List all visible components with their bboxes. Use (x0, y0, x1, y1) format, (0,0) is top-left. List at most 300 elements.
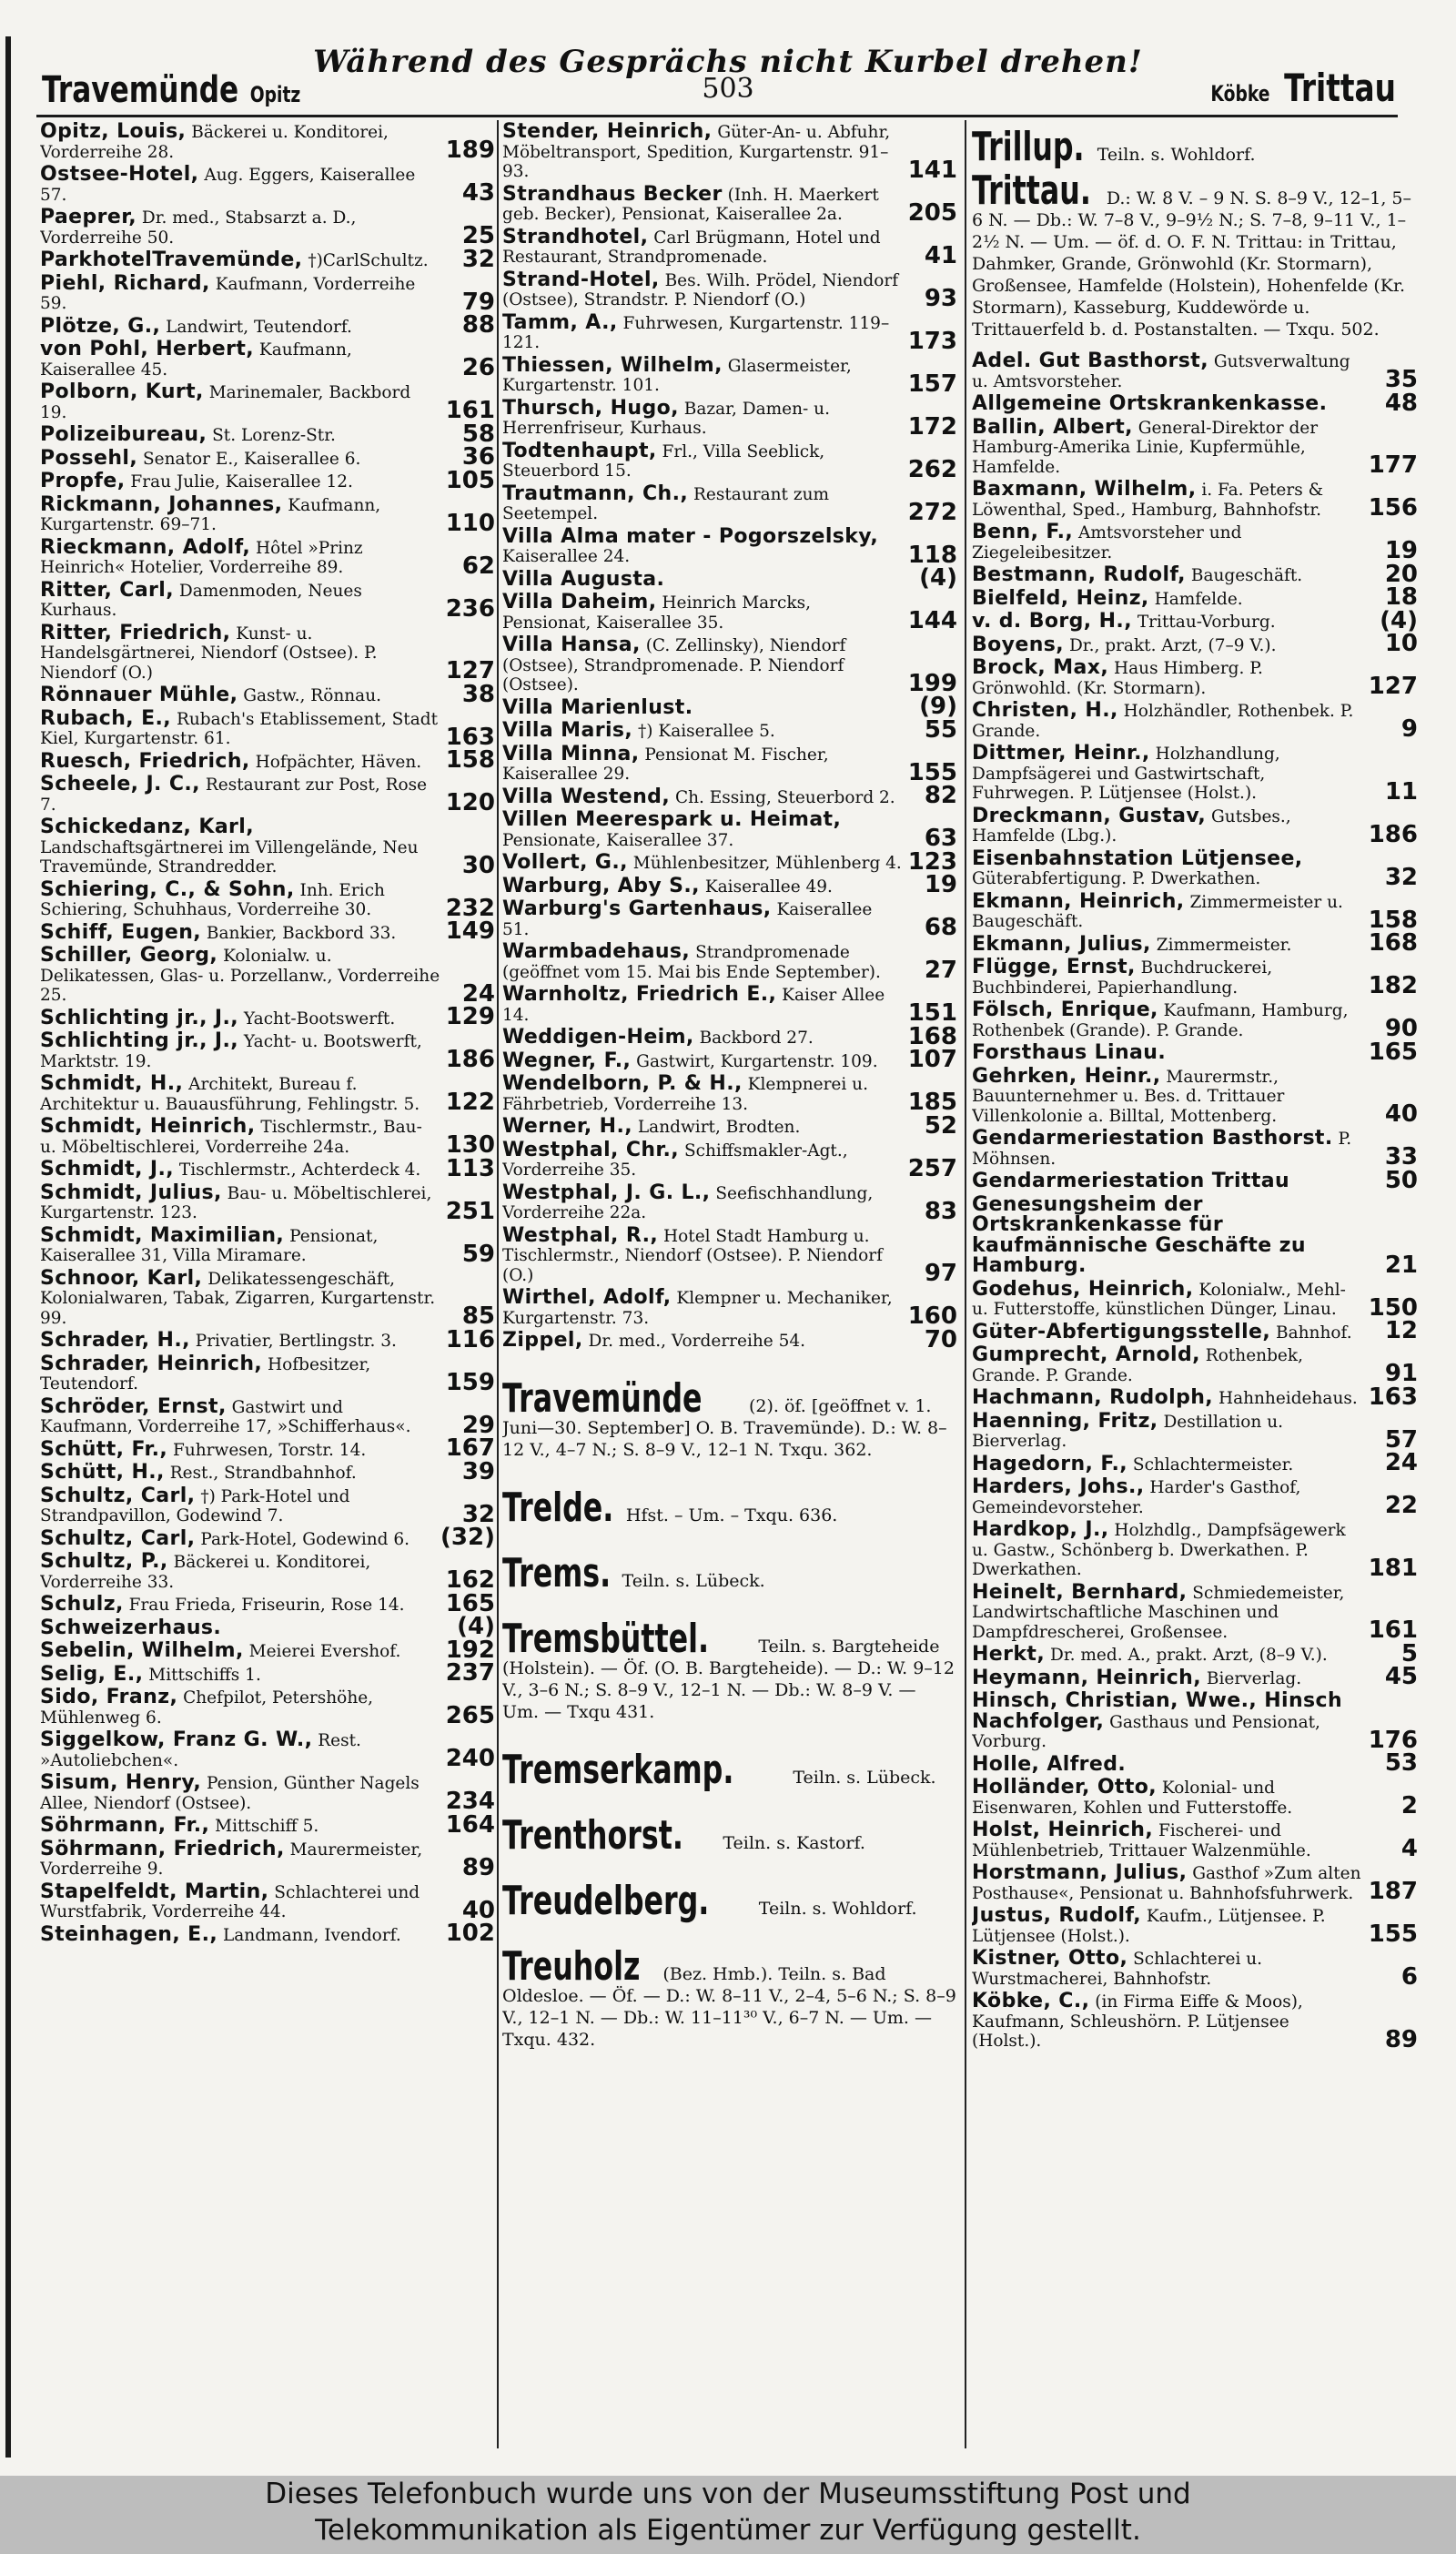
subscriber-name: Haenning, Fritz, (972, 1409, 1158, 1433)
phone-number: 6 (1400, 1963, 1418, 1991)
subscriber-details: †) Kaiserallee 5. (638, 722, 775, 741)
subscriber-details: Baugeschäft. (1190, 566, 1303, 585)
subscriber-details: Seefischhandlung, Vorderreihe 22a. (502, 1183, 874, 1222)
directory-entry (40, 1687, 495, 1728)
subscriber-name: Heymann, Heinrich, (972, 1666, 1201, 1689)
directory-entry (40, 1354, 495, 1394)
directory-entry (502, 1288, 957, 1328)
directory-entry (972, 889, 1418, 934)
subscriber-details: Privatier, Bertlingstr. 3. (195, 1332, 397, 1351)
page-motto: Während des Gesprächs nicht Kurbel drehen! (313, 44, 1143, 80)
phone-number: 27 (924, 957, 957, 984)
page-number: 503 (702, 73, 754, 105)
subscriber-name: Holst, Heinrich, (972, 1819, 1154, 1841)
subscriber-name: Schiering, C., & Sohn, (40, 877, 295, 901)
directory-entry (40, 1266, 495, 1330)
directory-entry (40, 1636, 495, 1664)
place-heading (502, 1615, 957, 1723)
binding-edge (5, 36, 11, 2458)
directory-entry (502, 1325, 957, 1353)
phone-number: 177 (1368, 451, 1418, 479)
subscriber-name: Plötze, G., (40, 314, 161, 338)
phone-number: 236 (445, 594, 495, 623)
place-heading (972, 124, 1418, 170)
subscriber-name: Holle, Alfred. (972, 1752, 1127, 1776)
directory-entry (40, 271, 495, 316)
subscriber-name: Justus, Rudolf, (972, 1904, 1141, 1927)
subscriber-details: Glasermeister, Kurgartenstr. 101. (502, 356, 852, 395)
subscriber-name: Villen Meerespark u. Heimat, (502, 808, 842, 831)
subscriber-details: Kaiserallee 51. (502, 900, 873, 939)
subscriber-name: Ekmann, Julius, (972, 932, 1151, 956)
directory-entry (972, 630, 1418, 657)
phone-number: 33 (1384, 1143, 1418, 1171)
subscriber-name: Vollert, G., (502, 851, 628, 874)
phone-number: 21 (1384, 1251, 1418, 1279)
subscriber-name: Schütt, Fr., (40, 1437, 168, 1461)
subscriber-name: Hinsch, Christian, Wwe., Hinsch Nachfolger, (972, 1689, 1343, 1733)
directory-entry (40, 1183, 495, 1223)
subscriber-details: Hofpächter, Häven. (255, 752, 422, 772)
directory-entry (972, 1639, 1418, 1667)
subscriber-details: Kaufmann, Vorderreihe 59. (40, 274, 416, 313)
subscriber-details: †)CarlSchultz. (308, 251, 429, 270)
directory-entry (40, 1839, 495, 1880)
phone-number: 118 (907, 541, 957, 569)
subscriber-details: Bahnhof. (1276, 1323, 1352, 1343)
place-name: Tremsbüttel. (502, 1615, 710, 1662)
subscriber-name: Horstmann, Julius, (972, 1861, 1188, 1884)
phone-number: 63 (924, 825, 957, 852)
phone-number: 251 (445, 1197, 495, 1225)
column-2 (502, 122, 957, 2452)
subscriber-name: Strand-Hotel, (502, 268, 660, 291)
subscriber-details: Fuhrwesen, Kurgartenstr. 119–121. (502, 313, 890, 352)
directory-entry (40, 946, 495, 1006)
phone-number: 26 (461, 354, 495, 381)
subscriber-details: (C. Zellinsky), Niendorf (Ostsee), Strandpromenade. P. Niendorf (Ostsee). (502, 636, 846, 694)
directory-entry (40, 443, 495, 471)
phone-number: 172 (907, 412, 957, 441)
directory-entry (972, 1409, 1418, 1454)
directory-entry (972, 806, 1418, 846)
subscriber-name: Ballin, Albert, (972, 415, 1133, 439)
subscriber-name: Warburg, Aby S., (502, 874, 700, 897)
subscriber-name: Güter-Abfertigungsstelle, (972, 1320, 1271, 1343)
subscriber-details: Strandpromenade (geöffnet vom 15. Mai bis Ende September). (502, 943, 881, 982)
phone-number: 120 (445, 789, 495, 816)
subscriber-details: Frau Frieda, Friseurin, Rose 14. (128, 1596, 405, 1615)
directory-entry (40, 1486, 495, 1526)
phone-number: 151 (907, 999, 957, 1027)
subscriber-name: Villa Maris, (502, 719, 633, 742)
directory-entry (972, 1383, 1418, 1411)
directory-entry (40, 1613, 495, 1640)
phone-number: 237 (445, 1659, 495, 1687)
phone-number: 32 (1384, 863, 1418, 891)
directory-entry (972, 583, 1418, 611)
phone-number: 48 (1384, 389, 1418, 417)
phone-number: 24 (1384, 1449, 1418, 1476)
phone-number: 113 (445, 1154, 495, 1182)
subscriber-name: Gumprecht, Arnold, (972, 1343, 1200, 1366)
phone-number: 127 (445, 657, 495, 684)
phone-number: (9) (919, 693, 957, 720)
subscriber-name: Holländer, Otto, (972, 1776, 1158, 1799)
subscriber-details: Hotel Stadt Hamburg u. Tischlermstr., Niendorf (Ostsee). P. Niendorf (O.) (502, 1226, 883, 1285)
subscriber-details: Architekt, Bureau f. Architektur u. Bauausführung, Fehlingstr. 5. (40, 1075, 420, 1114)
subscriber-details: St. Lorenz-Str. (212, 426, 336, 445)
subscriber-name: Schütt, H., (40, 1461, 165, 1484)
directory-entry (502, 310, 957, 355)
directory-entry (972, 1317, 1418, 1344)
subscriber-name: Eisenbahnstation Lütjensee, (972, 846, 1303, 870)
subscriber-name: Villa Hansa, (502, 633, 641, 656)
directory-entry (972, 929, 1418, 957)
phone-number: 129 (445, 1003, 495, 1030)
phone-number: 163 (445, 723, 495, 751)
subscriber-details: Hahnheidehaus. (1218, 1389, 1358, 1408)
place-name: Tremserkamp. (502, 1746, 734, 1793)
phone-number: 157 (907, 370, 957, 398)
subscriber-name: Villa Westend, (502, 785, 671, 808)
directory-entry (502, 985, 957, 1025)
phone-number: 55 (924, 715, 957, 744)
subscriber-details: Bäckerei u. Konditorei, Vorderreihe 28. (40, 123, 389, 162)
subscriber-name: Gehrken, Heinr., (972, 1064, 1161, 1088)
directory-entry (972, 1277, 1418, 1322)
phone-number: 29 (461, 1411, 495, 1439)
subscriber-name: Hagedorn, F., (972, 1452, 1128, 1475)
column-1 (40, 122, 495, 2452)
subscriber-details: Dr. med., Vorderreihe 54. (588, 1332, 806, 1351)
phone-number: 159 (445, 1368, 495, 1396)
subscriber-name: Köbke, C., (972, 1990, 1090, 2012)
subscriber-name: Sebelin, Wilhelm, (40, 1639, 244, 1662)
phone-number: 158 (1368, 906, 1418, 934)
subscriber-details: Hofbesitzer, Teutendorf. (40, 1354, 371, 1394)
subscriber-name: Thiessen, Wilhelm, (502, 353, 723, 377)
subscriber-name: Westphal, Chr., (502, 1138, 680, 1161)
directory-entry (40, 420, 495, 448)
phone-number: 11 (1384, 777, 1418, 806)
phone-number: 116 (445, 1325, 495, 1353)
directory-entry (972, 1192, 1418, 1279)
subscriber-name: Bielfeld, Heinz, (972, 586, 1149, 610)
subscriber-name: Stender, Heinrich, (502, 122, 713, 143)
subscriber-name: Todtenhaupt, (502, 439, 657, 462)
subscriber-name: Warnholtz, Friedrich E., (502, 983, 777, 1006)
phone-number: 9 (1400, 715, 1418, 743)
subscriber-details: Pensionat, Kaiserallee 31, Villa Miramare. (40, 1226, 379, 1265)
subscriber-details: Aug. Eggers, Kaiserallee 57. (40, 166, 416, 205)
directory-entry (40, 122, 495, 162)
subscriber-details: †) Park-Hotel und Strandpavillon, Godewind 7. (40, 1486, 350, 1525)
subscriber-details: Tischlermstr., Bau- u. Möbeltischlerei, Vorderreihe 24a. (40, 1118, 422, 1157)
directory-entry (502, 1074, 957, 1114)
phone-number: 45 (1384, 1663, 1418, 1690)
phone-number: 168 (1368, 929, 1418, 957)
directory-entry (972, 389, 1418, 417)
subscriber-details: Fuhrwesen, Torstr. 14. (173, 1440, 367, 1460)
directory-entry (972, 846, 1418, 891)
directory-entry (40, 1074, 495, 1114)
directory-entry (502, 693, 957, 720)
phone-number: 167 (445, 1434, 495, 1462)
phone-number: 90 (1384, 1015, 1418, 1042)
subscriber-details: Kolonialw. u. Delikatessen, Glas- u. Porzellanw., Vorderreihe 25. (40, 947, 440, 1005)
place-details: (Bez. Hmb.). Teiln. s. Bad Oldesloe. — Öf. — D.: W. 8–11 V., 2–4, 5–6 N.; S. 8–9 V., 12–1 N. — Db.: W. 11–11³⁰ V., 6–7 N. — Um. — Txqu. 432. (502, 1963, 956, 2050)
directory-entry (40, 466, 495, 494)
directory-entry (40, 165, 495, 205)
phone-number: 97 (924, 1260, 957, 1287)
directory-entry (502, 396, 957, 441)
subscriber-name: Schultz, P., (40, 1550, 168, 1573)
directory-entry (40, 1223, 495, 1268)
subscriber-name: Schultz, Carl, (40, 1526, 196, 1550)
subscriber-details: (in Firma Eiffe & Moos), Kaufmann, Schleushörn. P. Lütjensee (Holst.). (972, 1992, 1303, 2051)
subscriber-name: Opitz, Louis, (40, 122, 187, 143)
phone-number: 155 (907, 758, 957, 786)
subscriber-name: Schiff, Eugen, (40, 920, 202, 944)
subscriber-details: Heinrich Marcks, Pensionat, Kaiserallee 35. (502, 593, 811, 633)
directory-entry (972, 1580, 1418, 1644)
phone-number: 155 (1368, 1921, 1418, 1948)
subscriber-details: Kaiserallee 24. (502, 547, 631, 566)
phone-number: 10 (1384, 630, 1418, 657)
place-heading (502, 1811, 957, 1859)
subscriber-name: Trautmann, Ch., (502, 481, 689, 505)
directory-entry (972, 1520, 1418, 1580)
subscriber-name: Wendelborn, P. & H., (502, 1072, 743, 1095)
place-heading (502, 1746, 957, 1793)
phone-number: 161 (445, 397, 495, 424)
subscriber-details: Restaurant zum Seetempel. (502, 484, 830, 523)
directory-entry (40, 311, 495, 339)
subscriber-name: Dittmer, Heinr., (972, 742, 1150, 765)
phone-number: 22 (1384, 1492, 1418, 1519)
subscriber-name: von Pohl, Herbert, (40, 338, 255, 360)
subscriber-details: Mittschiff 5. (215, 1817, 319, 1836)
directory-entry (972, 1749, 1418, 1777)
subscriber-details: Zimmermeister u. Baugeschäft. (972, 892, 1343, 931)
directory-entry (502, 1022, 957, 1050)
subscriber-name: Benn, F., (972, 521, 1074, 543)
subscriber-details: Kaiserallee 49. (704, 877, 833, 897)
subscriber-details: Pension, Günther Nagels Allee, Niendorf (Ostsee). (40, 1774, 420, 1813)
subscriber-name: Herkt, (972, 1643, 1046, 1666)
subscriber-name: Wirthel, Adolf, (502, 1286, 672, 1309)
phone-number: 130 (445, 1131, 495, 1159)
subscriber-name: Gendarmeriestation Basthorst. (972, 1127, 1333, 1150)
subscriber-name: Christen, H., (972, 699, 1118, 722)
subscriber-name: Hardkop, J., (972, 1518, 1109, 1541)
directory-entry (40, 746, 495, 774)
directory-entry (502, 782, 957, 809)
subscriber-details: Landwirt, Brodten. (637, 1118, 801, 1137)
phone-number: 35 (1384, 366, 1418, 393)
subscriber-details: Güter-An- u. Abfuhr, Möbeltransport, Spedition, Kurgartenstr. 91–93. (502, 123, 891, 181)
subscriber-details: Gasthof »Zum alten Posthause«, Pensionat u. Bahnhofsfuhrwerk. (972, 1864, 1361, 1903)
subscriber-details: Rothenbek, Grande. P. Grande. (972, 1346, 1303, 1385)
subscriber-details: Landwirt, Teutendorf. (166, 317, 352, 337)
phone-number: 105 (445, 466, 495, 494)
directory-entry (40, 1524, 495, 1551)
subscriber-name: Genesungsheim der Ortskrankenkasse für kaufmännische Geschäfte zu Hamburg. (972, 1192, 1306, 1277)
directory-entry (40, 775, 495, 815)
directory-entry (502, 810, 957, 850)
subscriber-details: Marinemaler, Backbord 19. (40, 383, 411, 422)
directory-entry (40, 208, 495, 248)
directory-entry (972, 701, 1418, 741)
subscriber-details: Bes. Wilh. Prödel, Niendorf (Ostsee), Strandstr. P. Niendorf (O.) (502, 270, 899, 309)
phone-number: 40 (1384, 1100, 1418, 1128)
phone-number: 141 (907, 156, 957, 184)
subscriber-name: Fölsch, Enrique, (972, 998, 1158, 1021)
subscriber-details: Mittschiffs 1. (148, 1665, 261, 1685)
place-name: Treuholz (502, 1942, 641, 1990)
directory-entry (40, 578, 495, 623)
subscriber-details: P. Möhnsen. (972, 1130, 1352, 1169)
subscriber-details: Güterabfertigung. P. Dwerkathen. (972, 869, 1261, 888)
phone-number: 164 (445, 1810, 495, 1839)
directory-entry (972, 560, 1418, 588)
phone-number: 91 (1384, 1360, 1418, 1387)
subscriber-name: Polizeibureau, (40, 423, 207, 446)
subscriber-name: Westphal, R., (502, 1223, 659, 1247)
subscriber-details: Frl., Villa Seeblick, Steuerbord 15. (502, 441, 825, 481)
phone-number: 265 (445, 1702, 495, 1729)
subscriber-details: Carl Brügmann, Hotel und Restaurant, Strandpromenade. (502, 228, 881, 267)
subscriber-details: Backbord 27. (699, 1029, 814, 1048)
phone-number: 165 (445, 1589, 495, 1617)
directory-entry (502, 742, 957, 786)
phone-number: 40 (461, 1896, 495, 1924)
directory-entry (972, 1064, 1418, 1128)
directory-entry (972, 606, 1418, 634)
subscriber-name: Ekmann, Heinrich, (972, 889, 1185, 913)
directory-entry (502, 1140, 957, 1181)
place-details: D.: W. 8 V. – 9 N. S. 8–9 V., 12–1, 5–6 N. — Db.: W. 7–8 V., 9–9½ N.; S. 7–8, 9–11 V., 1–2½ N. — Um. — öf. d. O. F. N. Trittau: in Trittau, Dahmker, Grande, Grönwohld (Kr. Stormarn), Großensee, Hamfelde (Holstein), Hohenfelde (Kr. Stormarn), Kasseburg, Kuddewörde u. Trittauerfeld b. d. Postanstalten. — Txqu. 502. (972, 188, 1411, 340)
directory-entry (502, 847, 957, 876)
place-heading (502, 1484, 957, 1531)
subscriber-details: Holzhdlg., Dampfsägewerk u. Gastw., Schönberg b. Dwerkathen. P. Dwerkathen. (972, 1521, 1346, 1579)
subscriber-details: Delikatessengeschäft, Kolonialwaren, Tabak, Zigarren, Kurgartenstr. 99. (40, 1269, 436, 1328)
phone-number: 168 (907, 1022, 957, 1050)
subscriber-name: Schlichting jr., J., (40, 1029, 238, 1052)
phone-number: 127 (1368, 673, 1418, 700)
directory-entry (972, 1449, 1418, 1476)
directory-entry (972, 1129, 1418, 1169)
subscriber-name: Dreckmann, Gustav, (972, 804, 1207, 827)
directory-entry (972, 1166, 1418, 1194)
directory-entry (40, 680, 495, 708)
directory-entry (972, 1477, 1418, 1517)
place-name: Trelde. (502, 1484, 614, 1531)
directory-entry (502, 635, 957, 695)
subscriber-name: Westphal, J. G. L., (502, 1181, 711, 1204)
subscriber-name: Ostsee-Hotel, (40, 163, 199, 186)
subscriber-name: Villa Augusta. (502, 567, 665, 591)
subscriber-name: Ruesch, Friedrich, (40, 749, 250, 773)
subscriber-details: Harder's Gasthof, Gemeindevorsteher. (972, 1478, 1301, 1517)
subscriber-details: Rubach's Etablissement, Stadt Kiel, Kurgartenstr. 61. (40, 709, 439, 748)
subscriber-name: Warmbadehaus, (502, 940, 691, 963)
phone-number: 102 (445, 1920, 495, 1947)
subscriber-name: Hachmann, Rudolph, (972, 1386, 1214, 1409)
subscriber-name: Warburg's Gartenhaus, (502, 897, 772, 920)
subscriber-name: Steinhagen, E., (40, 1922, 218, 1946)
subscriber-name: Paepr​er, (40, 206, 136, 228)
subscriber-details: Haus Himberg. P. Grönwohld. (Kr. Stormarn). (972, 659, 1263, 698)
directory-entry (40, 382, 495, 422)
phone-number: 2 (1400, 1792, 1418, 1819)
place-name: Trittau. (972, 167, 1091, 214)
directory-entry (972, 351, 1418, 391)
phone-number: 5 (1400, 1639, 1418, 1667)
subscriber-details: Amtsvorsteher und Ziegeleibesitzer. (972, 523, 1242, 562)
left-name: Opitz (249, 82, 301, 107)
phone-number: 24 (461, 979, 495, 1008)
subscriber-name: Heinelt, Bernhard, (972, 1580, 1188, 1604)
phone-number: 158 (445, 746, 495, 774)
phone-number: 58 (461, 420, 495, 448)
subscriber-details: Buchdruckerei, Buchbinderei, Papierhandlung. (972, 958, 1273, 998)
phone-number: 176 (1368, 1726, 1418, 1754)
right-name: Köbke (1210, 81, 1270, 106)
phone-number: 89 (461, 1853, 495, 1881)
phone-number: 30 (461, 851, 495, 879)
directory-entry (502, 225, 957, 269)
subscriber-name: Rönnauer Mühle, (40, 684, 238, 706)
subscriber-name: Scheele, J. C., (40, 773, 200, 796)
subscriber-details: Yacht-Bootswerft. (243, 1008, 396, 1029)
directory-entry (502, 270, 957, 310)
subscriber-details: Kaufmann, Hamburg, Rothenbek (Grande). P. Grande. (972, 1001, 1349, 1040)
directory-entry (502, 1223, 957, 1287)
subscriber-details: Damenmoden, Neues Kurhaus. (40, 581, 362, 620)
subscriber-details: Rest., Strandbahnhof. (169, 1464, 357, 1483)
phone-number: 123 (907, 847, 957, 876)
subscriber-details: Gastwirt, Kurgartenstr. 109. (636, 1051, 878, 1071)
directory-entry (502, 899, 957, 939)
directory-entry (972, 1663, 1418, 1690)
place-heading (502, 1374, 957, 1461)
phone-number: 232 (445, 894, 495, 922)
phone-number: (4) (1380, 606, 1418, 634)
subscriber-details: Landmann, Ivendorf. (222, 1925, 401, 1945)
subscriber-name: Söhrmann, Friedrich, (40, 1837, 285, 1860)
phone-number: 79 (461, 288, 495, 316)
phone-number: 41 (924, 241, 957, 269)
phone-number: 59 (461, 1240, 495, 1268)
subscriber-name: Zippel, (502, 1329, 583, 1352)
directory-entry (40, 492, 495, 537)
footer-line-1: Dieses Telefonbuch wurde uns von der Museumsstiftung Post und (265, 2478, 1191, 2510)
phone-number: 43 (461, 179, 495, 207)
subscriber-details: Gutsverwaltung u. Amtsvorsteher. (972, 352, 1350, 391)
phone-number: 19 (924, 871, 957, 898)
place-details: Teiln. s. Bargteheide (Holstein). — Öf. (O. B. Bargteheide). — D.: W. 9–12 V., 3–6 N.; S. 8–9 V., 12–1 N. — Db.: W. 8–9 V. — Um. — Txqu 431. (502, 1636, 955, 1722)
phone-number: 234 (445, 1788, 495, 1815)
phone-number: 83 (924, 1197, 957, 1225)
subscriber-details: Kaiser Allee 14. (502, 986, 885, 1025)
subscriber-details: Bankier, Backbord 33. (206, 923, 397, 943)
phone-number: 182 (1368, 972, 1418, 999)
column-3 (972, 122, 1418, 2452)
subscriber-name: Schiller, Georg, (40, 944, 218, 967)
directory-entry (972, 1992, 1418, 2052)
